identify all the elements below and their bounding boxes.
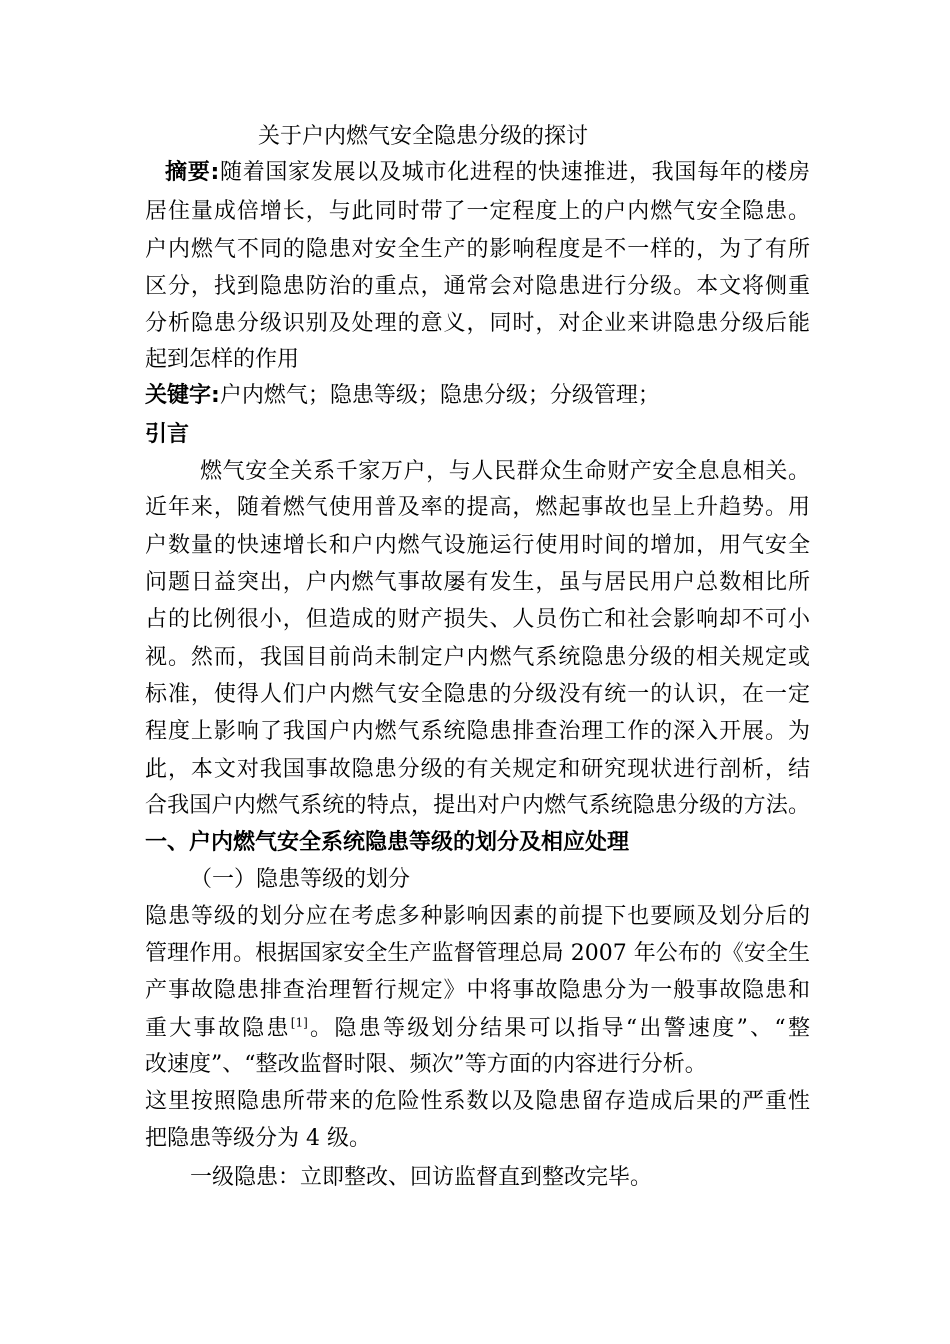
abstract-text-line: 居住量成倍增长，与此同时带了一定程度上的户内燃气安全隐患。 [145, 199, 810, 224]
section-text-line: 产事故隐患排查治理暂行规定》中将事故隐患分为一般事故隐患和 [145, 978, 810, 1003]
abstract-label: 摘要: [165, 160, 220, 185]
section-subheading: （一）隐患等级的划分 [190, 867, 411, 892]
abstract-text-line: 户内燃气不同的隐患对安全生产的影响程度是不一样的，为了有所 [145, 237, 810, 262]
intro-text-line: 占的比例很小，但造成的财产损失、人员伤亡和社会影响却不可小 [145, 607, 810, 632]
keywords-line [145, 377, 810, 415]
intro-heading: 引言 [145, 422, 190, 447]
section-text-segment: 。隐患等级划分结果可以指导“出警速度”、“整 [307, 1016, 810, 1041]
keywords-text: 户内燃气；隐患等级；隐患分级；分级管理； [219, 383, 660, 408]
abstract-text-line: 起到怎样的作用 [145, 347, 300, 372]
section-text-line: 这里按照隐患所带来的危险性系数以及隐患留存造成后果的严重性 [145, 1089, 810, 1114]
intro-text-line: 燃气安全关系千家万户，与人民群众生命财产安全息息相关。 [200, 459, 810, 484]
section-text-line: 管理作用。根据国家安全生产监督管理总局 2007 年公布的《安全生 [145, 941, 810, 966]
abstract-text-line: 区分，找到隐患防治的重点，通常会对隐患进行分级。本文将侧重 [145, 274, 810, 299]
keywords-label: 关键字: [145, 383, 220, 408]
intro-text-line: 标准，使得人们户内燃气安全隐患的分级没有统一的认识，在一定 [145, 682, 810, 707]
abstract-text-line: 随着国家发展以及城市化进程的快速推进，我国每年的楼房 [219, 160, 810, 185]
intro-text-line: 问题日益突出，户内燃气事故屡有发生，虽与居民用户总数相比所 [145, 570, 810, 595]
abstract-text-line: 分析隐患分级识别及处理的意义，同时，对企业来讲隐患分级后能 [145, 311, 810, 336]
intro-text-line: 户数量的快速增长和户内燃气设施运行使用时间的增加，用气安全 [145, 533, 810, 558]
intro-text-line: 近年来，随着燃气使用普及率的提高，燃起事故也呈上升趋势。用 [145, 495, 810, 520]
section-text-segment: 重大事故隐患 [145, 1016, 291, 1041]
intro-text-line: 视。然而，我国目前尚未制定户内燃气系统隐患分级的相关规定或 [145, 645, 810, 670]
section-text-line: 隐患等级的划分应在考虑多种影响因素的前提下也要顾及划分后的 [145, 904, 810, 929]
section-text-line-with-ref [145, 1010, 810, 1048]
abstract-first-line [165, 154, 810, 192]
section-heading: 一、户内燃气安全系统隐患等级的划分及相应处理 [145, 830, 630, 855]
citation-ref: [1] [290, 1015, 308, 1030]
document-title: 关于户内燃气安全隐患分级的探讨 [258, 124, 589, 149]
section-text-line: 改速度”、“整改监督时限、频次”等方面的内容进行分析。 [145, 1052, 707, 1077]
level-one-item: 一级隐患：立即整改、回访监督直到整改完毕。 [190, 1165, 653, 1190]
intro-text-line: 程度上影响了我国户内燃气系统隐患排查治理工作的深入开展。为 [145, 719, 810, 744]
intro-text-line: 合我国户内燃气系统的特点，提出对户内燃气系统隐患分级的方法。 [145, 793, 810, 818]
intro-text-line: 此，本文对我国事故隐患分级的有关规定和研究现状进行剖析，结 [145, 757, 810, 782]
section-text-line: 把隐患等级分为 4 级。 [145, 1126, 371, 1151]
